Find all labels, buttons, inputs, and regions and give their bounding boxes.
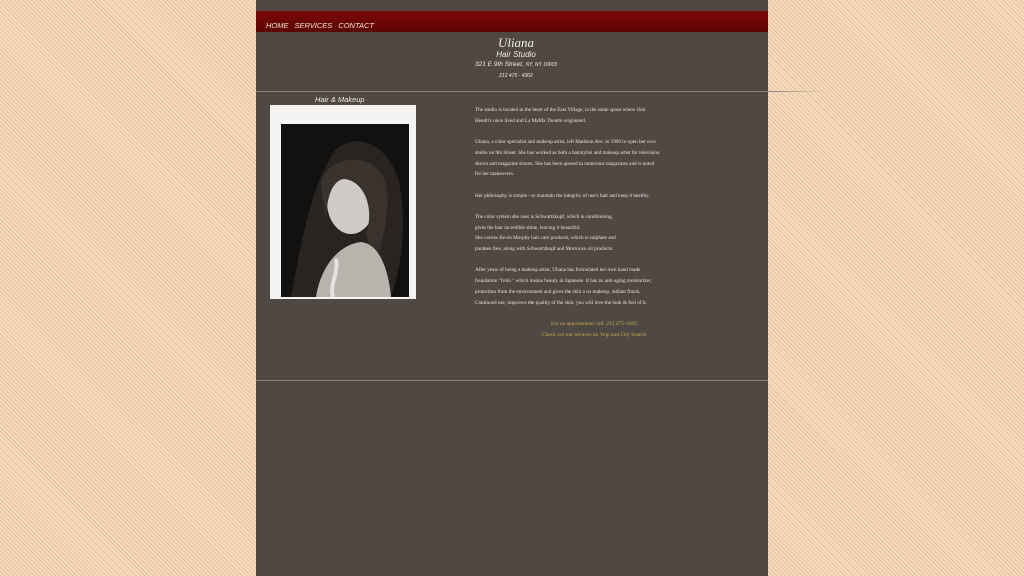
photo-caption: Hair & Makeup xyxy=(315,95,365,104)
main-nav xyxy=(266,15,374,33)
portrait-photo xyxy=(281,124,409,297)
portrait-photo-frame xyxy=(270,105,416,299)
paragraph-products: The color system she uses is Schwartzkopf, which is conditioning, gives the hair incredible shine, leaving it beautiful. She carries Kevin Murphy hair care products, which is sulphate and paraben free, along with Schwartzkopf and Morrocan oil products. xyxy=(475,213,616,253)
divider-bottom xyxy=(256,380,768,381)
paragraph-bio: Uliana, a color specialist and makeup artist, left Madison Ave. in 1996 to open her own studio on 9th Street. She has worked as both a hairstylist and makeup artist for television shows and magazine shoots. She has been quoted in numerous magazines and is noted for her makeovers. xyxy=(475,139,660,178)
paragraph-makeup: After years of being a makeup artist, Uliana has formulated her own hand made foundation "Iroki " which means beauty in Japanese. It has an anti-aging moisturizer, protection from the environment and gives the skin a no makeup, radiant finish. Continued use, improves the quality of the skin; you will love the look & feel of it. xyxy=(475,267,652,306)
nav-home-link[interactable]: HOME xyxy=(266,21,289,30)
paragraph-philosophy: Her philosophy is simple - to maintain the integrity of one's hair and keep it healthy. xyxy=(475,192,650,199)
site-subtitle: Hair Studio xyxy=(496,50,536,59)
divider-top xyxy=(256,91,826,92)
reviews-link[interactable]: Check out our reviews on Yelp and City Search xyxy=(541,331,647,338)
page-container xyxy=(256,0,768,576)
portrait-image xyxy=(281,124,409,297)
appointment-link[interactable]: For an appointment call: 212 475-4302 xyxy=(551,321,637,327)
site-title: Uliana xyxy=(497,35,535,50)
address xyxy=(256,61,776,68)
address-street: 321 E 9th Street, xyxy=(474,61,524,68)
nav-bar xyxy=(256,11,768,32)
about-text xyxy=(475,105,715,319)
address-city: NY, NY 10003 xyxy=(525,62,558,68)
call-to-action xyxy=(494,319,694,340)
phone-number: 212 475 - 4302 xyxy=(499,73,533,79)
paragraph-location: The studio is located in the heart of the East Village, in the same space where Jimi Hendrix once lived and La MaMa Theatre originated. xyxy=(475,107,646,124)
nav-contact-link[interactable]: CONTACT xyxy=(338,21,374,30)
nav-services-link[interactable]: SERVICES xyxy=(294,21,333,30)
